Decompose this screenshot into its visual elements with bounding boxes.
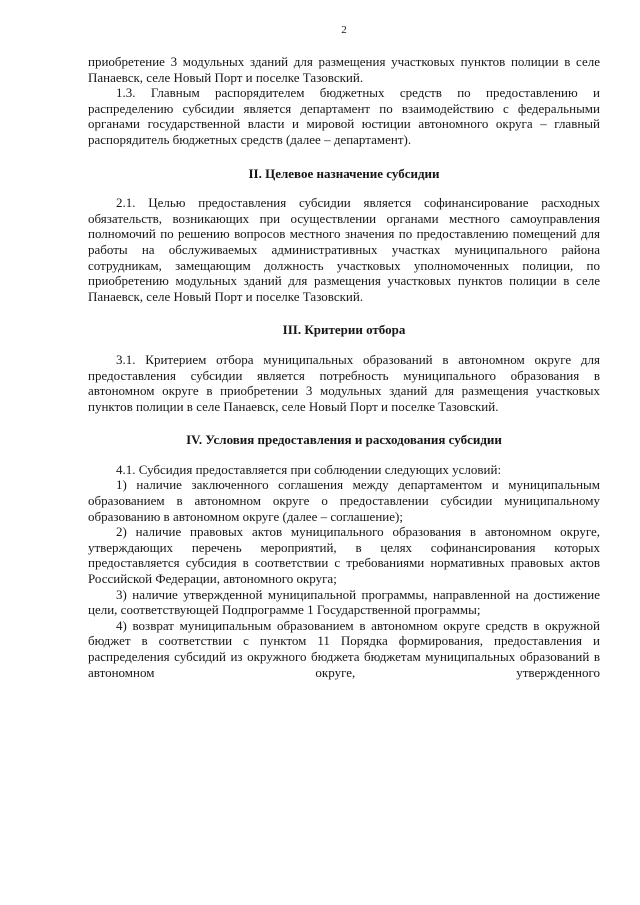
paragraph-1-3: 1.3. Главным распорядителем бюджетных средств по предоставлению и распределению субсидии является департамент по взаимодействию с федеральными органами государственной власти и мировой юстиции автономного округа – главный распорядитель бюджетных средств (далее – департамент). [88, 85, 600, 147]
paragraph-2-1: 2.1. Целью предоставления субсидии является софинансирование расходных обязательств, возникающих при осуществлении органами местного самоуправления полномочий по решению вопросов местного значения по предоставлению помещений для работы на обслуживаемых административных участках муниципального района сотрудникам, замещающим должность участковых уполномоченных полиции, по приобретению модульных зданий для размещения участковых пунктов полиции в селе Панаевск, селе Новый Порт и поселке Тазовский. [88, 195, 600, 304]
list-item-condition-3: 3) наличие утвержденной муниципальной программы, направленной на достижение цели, соответствующей Подпрограмме 1 Государственной программы; [88, 586, 600, 618]
section-heading-2: II. Целевое назначение субсидии [248, 165, 440, 181]
section-heading-4: IV. Условия предоставления и расходования субсидии [186, 432, 502, 448]
page-number: 2 [341, 24, 347, 36]
paragraph-4-1: 4.1. Субсидия предоставляется при соблюдении следующих условий: [116, 461, 502, 477]
section-heading-3: III. Критерии отбора [282, 322, 406, 338]
paragraph-3-1: 3.1. Критерием отбора муниципальных образований в автономном округе для предоставления субсидии является потребность муниципального образования в автономном округе в приобретении 3 модульных зданий для размещения участковых пунктов полиции в селе Панаевск, селе Новый Порт и поселке Тазовский. [88, 351, 600, 414]
list-item-condition-2: 2) наличие правовых актов муниципального образования в автономном округе, утверждающих перечень мероприятий, в целях софинансирования которых предоставляется субсидия в соответствии с требованиями нормативных правовых актов Российской Федерации, автономного округа; [88, 524, 600, 587]
paragraph-continuation: приобретение 3 модульных зданий для размещения участковых пунктов полиции в селе Панаевск, селе Новый Порт и поселке Тазовский. [88, 54, 600, 85]
list-item-condition-4: 4) возврат муниципальным образованием в автономном округе средств в окружной бюджет в соответствии с пунктом 11 Порядка формирования, предоставления и распределения субсидий из окружного бюджета бюджетам муниципальных образований в автономном округе, утвержденного [88, 617, 600, 680]
list-item-condition-1: 1) наличие заключенного соглашения между департаментом и муниципальным образованием в автономном округе о предоставлении субсидии муниципальному образованию в автономном округе (далее – соглашение); [88, 477, 600, 524]
